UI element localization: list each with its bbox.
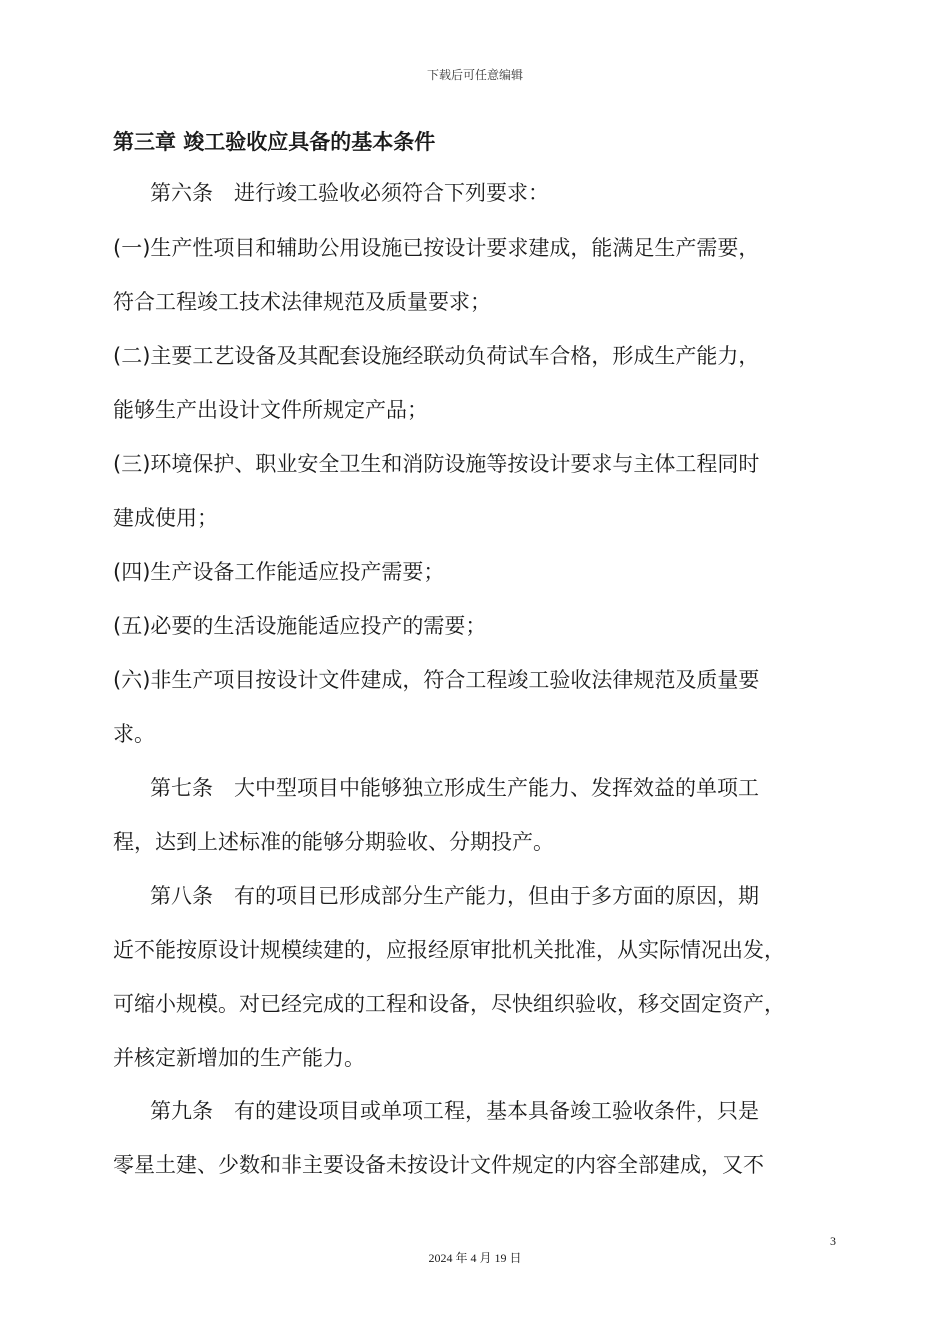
footer-date: 2024 年 4 月 19 日 (428, 1251, 522, 1265)
chapter-title: 第三章 竣工验收应具备的基本条件 (113, 130, 436, 154)
paragraph-line: 近不能按原设计规模续建的，应报经原审批机关批准，从实际情况出发， (113, 938, 785, 962)
paragraph-line: (三)环境保护、职业安全卫生和消防设施等按设计要求与主体工程同时 (113, 452, 760, 476)
paragraph-line: 可缩小规模。对已经完成的工程和设备，尽快组织验收，移交固定资产， (113, 992, 785, 1016)
page-number: 3 (830, 1234, 836, 1248)
article-7-heading: 第七条 大中型项目中能够独立形成生产能力、发挥效益的单项工 (150, 776, 759, 800)
paragraph-line: (六)非生产项目按设计文件建成，符合工程竣工验收法律规范及质量要 (113, 668, 760, 692)
paragraph-line: 能够生产出设计文件所规定产品； (113, 398, 428, 422)
paragraph-line: 程，达到上述标准的能够分期验收、分期投产。 (113, 830, 554, 854)
article-9-heading: 第九条 有的建设项目或单项工程，基本具备竣工验收条件，只是 (150, 1099, 759, 1123)
paragraph-line: 求。 (113, 722, 155, 746)
paragraph-line: (四)生产设备工作能适应投产需要； (113, 560, 445, 584)
paragraph-line: 建成使用； (113, 506, 218, 530)
paragraph-line: (一)生产性项目和辅助公用设施已按设计要求建成，能满足生产需要， (113, 236, 760, 260)
article-8-heading: 第八条 有的项目已形成部分生产能力，但由于多方面的原因，期 (150, 884, 759, 908)
paragraph-line: 符合工程竣工技术法律规范及质量要求； (113, 290, 491, 314)
paragraph-line: 零星土建、少数和非主要设备未按设计文件规定的内容全部建成，又不 (113, 1153, 764, 1177)
paragraph-line: (五)必要的生活设施能适应投产的需要； (113, 614, 487, 638)
paragraph-line: (二)主要工艺设备及其配套设施经联动负荷试车合格，形成生产能力， (113, 344, 760, 368)
paragraph-line: 并核定新增加的生产能力。 (113, 1046, 365, 1070)
header-note: 下载后可任意编辑 (426, 68, 523, 82)
article-6-heading: 第六条 进行竣工验收必须符合下列要求： (150, 181, 549, 205)
